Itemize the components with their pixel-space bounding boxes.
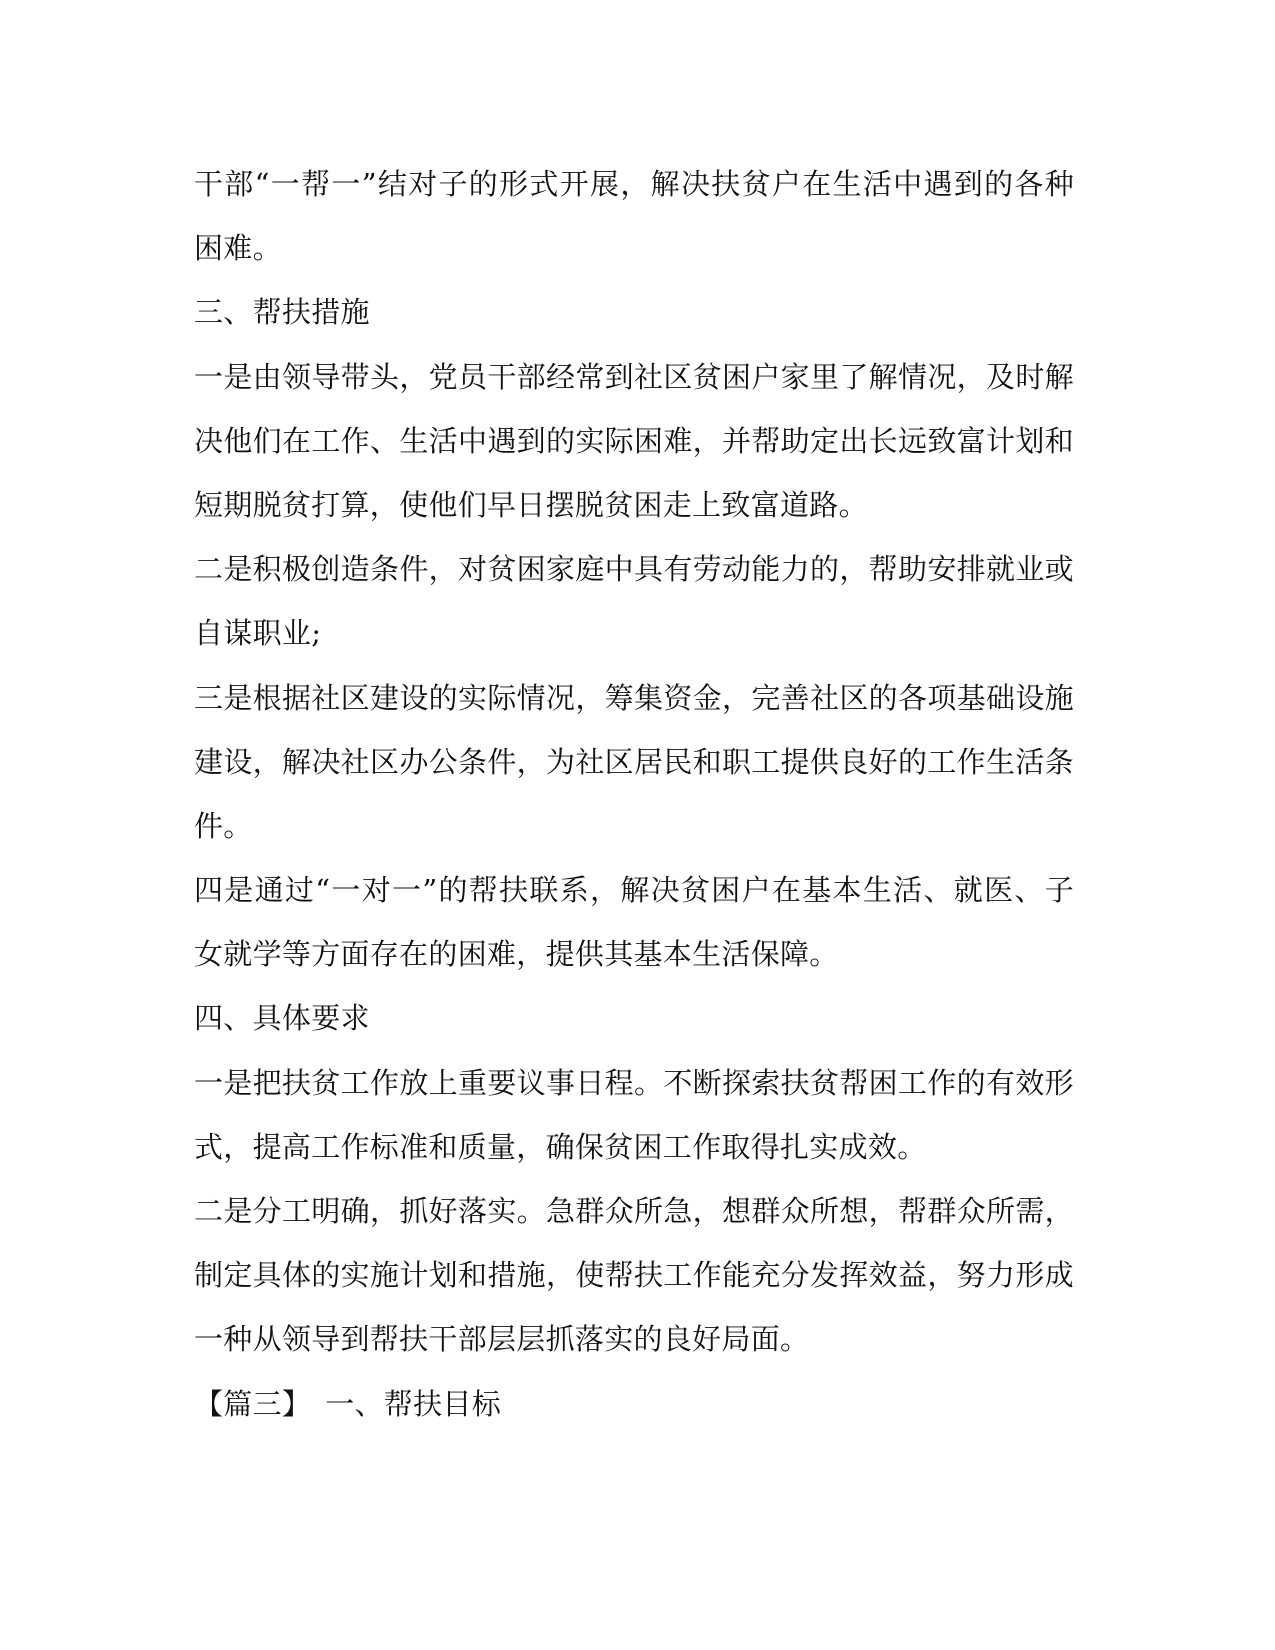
- paragraph-line: 一是把扶贫工作放上重要议事日程。不断探索扶贫帮困工作的有效形: [194, 1065, 1074, 1100]
- paragraph-line: 女就学等方面存在的困难，提供其基本生活保障。: [194, 937, 839, 972]
- document-body: [194, 152, 1074, 1436]
- chapter-heading: [194, 1372, 1074, 1436]
- paragraph-line: 短期脱贫打算，使他们早日摆脱贫困走上致富道路。: [194, 487, 868, 522]
- paragraph-line: 件。: [194, 808, 253, 843]
- chapter-heading-title: 一、帮扶目标: [325, 1386, 502, 1421]
- paragraph-line: 四是通过“一对一”的帮扶联系，解决贫困户在基本生活、就医、子: [194, 873, 1074, 908]
- paragraph-line: 一种从领导到帮扶干部层层抓落实的良好局面。: [194, 1322, 810, 1357]
- section-heading: 四、具体要求: [194, 1001, 370, 1036]
- paragraph-line: 困难。: [194, 231, 282, 266]
- paragraph-line: 建设，解决社区办公条件，为社区居民和职工提供良好的工作生活条: [194, 744, 1074, 779]
- paragraph-line: 式，提高工作标准和质量，确保贫困工作取得扎实成效。: [194, 1129, 927, 1164]
- section-heading: 三、帮扶措施: [194, 295, 370, 330]
- paragraph-line: 自谋职业;: [194, 616, 322, 651]
- paragraph-line: 决他们在工作、生活中遇到的实际困难，并帮助定出长远致富计划和: [194, 423, 1074, 458]
- paragraph-line: 二是分工明确，抓好落实。急群众所急，想群众所想，帮群众所需，: [194, 1194, 1074, 1228]
- paragraph-line: 制定具体的实施计划和措施，使帮扶工作能充分发挥效益，努力形成: [194, 1258, 1074, 1293]
- paragraph-line: 一是由领导带头，党员干部经常到社区贫困户家里了解情况，及时解: [194, 359, 1074, 394]
- paragraph-line: 二是积极创造条件，对贫困家庭中具有劳动能力的，帮助安排就业或: [194, 552, 1074, 587]
- paragraph-line: 三是根据社区建设的实际情况，筹集资金，完善社区的各项基础设施: [194, 680, 1074, 715]
- chapter-marker: 【篇三】: [194, 1386, 312, 1421]
- paragraph-line: 干部“一帮一”结对子的形式开展，解决扶贫户在生活中遇到的各种: [194, 167, 1074, 201]
